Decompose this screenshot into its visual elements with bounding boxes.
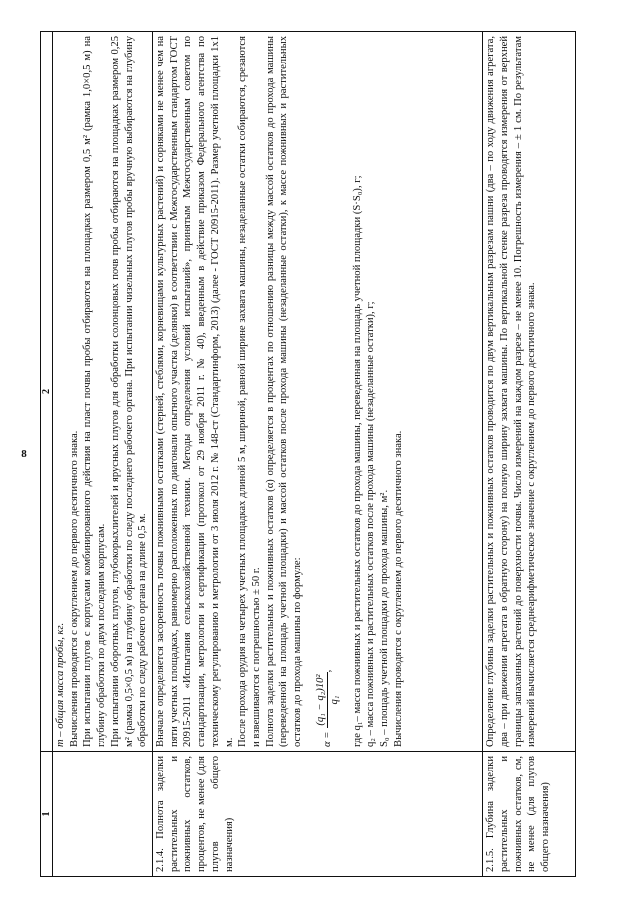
completeness-formula bbox=[309, 36, 347, 747]
row-label bbox=[53, 752, 153, 877]
row-description bbox=[53, 32, 153, 752]
row-description bbox=[483, 32, 576, 752]
row-label: 2.1.5. Глубина заделки растительных и пожнивных остатков, см, не менее (для плугов общего назначения) bbox=[483, 752, 576, 877]
paragraph: S₀ – площадь учетной площадки до прохода машины, м². bbox=[379, 489, 391, 747]
formula-numerator: (q₁ − q₂)10² bbox=[314, 672, 329, 727]
rotated-page bbox=[40, 31, 576, 877]
formula-denominator: q₁ bbox=[329, 695, 341, 705]
paragraph: q₂ – масса пожнивных и растительных остатков после прохода машины (незаделанные остатки), г; bbox=[365, 301, 377, 747]
header-col-2: 2 bbox=[41, 32, 53, 752]
paragraph: Вычисления проводятся с округлением до первого десятичного знака. bbox=[68, 430, 80, 747]
page-number: 8 bbox=[21, 448, 27, 460]
formula-tail: , bbox=[321, 669, 333, 673]
formula-lhs: α = bbox=[321, 731, 333, 747]
methods-table bbox=[40, 31, 576, 877]
paragraph: При испытании плугов с корпусами комбинированного действия на пласт почвы пробы отбираются на площадках размером 0,5 м² (рамка 1,0×0,5 м) на глубину обработки по двум последним корпусам. bbox=[82, 36, 108, 747]
paragraph: где q₁– масса пожнивных и растительных остатков до прохода машины, переведенная на площадь учетной площадки (S·S₀), г; bbox=[351, 175, 363, 747]
paragraph: Полнота заделки растительных и пожнивных остатков (α) определяется в процентах по отношению разницы между массой остатков до прохода машины (переведенной на площадь учетной площадки) и массой остатков после прохода машины (незаделанные остатки), к массе пожнивных и растительных остатков до прохода машины по формуле: bbox=[264, 36, 304, 747]
table-row bbox=[53, 32, 153, 877]
paragraph: При испытании оборотных плугов, глубокорыхлителей и ярусных плугов для обработки солонцовых почв пробы отбираются на площадках размером 0,25 м² (рамка 0,5×0,5 м) на глубину обработки по следу последнего рабочего органа. При испытании чизельных плугов пробы вручную выбираются на глубину обработки по следу рабочего органа на длине 0,5 м. bbox=[109, 36, 149, 747]
paragraph: После прохода орудия на четырех учетных площадках длиной 5 м, шириной, равной ширине захвата машины, незаделанные остатки собираются, срезаются и взвешиваются с погрешностью ± 50 г. bbox=[237, 36, 262, 747]
header-row bbox=[41, 32, 53, 877]
paragraph: Определение глубины заделки растительных и пожнивных остатков проводится по двум вертикальным разрезам пашни (два – по ходу движения агрегата, два – при движении агрегата в обратную сторону) на полную ширину захвата машины. По вертикальной стенке разреза проводятся измерения от верхней границы запаханных растений до поверхности почвы. Число измерений на каждом разрезе – не менее 10. Погрешность измерения – ± 1 см. По результатам измерений вычисляется среднеарифметическое значение с округлением до первого десятичного знака. bbox=[485, 36, 538, 747]
paragraph: Вначале определяется засоренность почвы пожнивными остатками (стерней, стеблями, корневищами культурных растений) и сорняками не менее чем на пяти учетных площадках, равномерно расположенных по диагонали опытного участка (делянки) в соответствии с Межгосударственным стандартом ГОСТ 20915-2011 «Испытания сельскохозяйственной техники. Методы определения условий испытаний», принятым Межгосударственным советом по стандартизации, метрологии и сертификации (протокол от 29 ноября 2011 г. № 40), введенным в действие приказом Федерального агентства по техническому регулированию и метрологии от 3 июля 2012 г. № 148-ст (Стандартинформ, 2013) (далее - ГОСТ 20915-2011). Размер учетной площадки 1x1 м. bbox=[155, 36, 235, 747]
row-description bbox=[153, 32, 483, 752]
paragraph: m – общая масса пробы, кг. bbox=[55, 622, 66, 747]
paragraph: Вычисления проводятся с округлением до первого десятичного знака. bbox=[392, 430, 404, 747]
table-row bbox=[483, 32, 576, 877]
header-col-1: 1 bbox=[41, 752, 53, 877]
formula-fraction bbox=[314, 669, 342, 727]
table-row bbox=[153, 32, 483, 877]
row-label: 2.1.4. Полнота заделки растительных и пожнивных остатков, процентов, не менее (для плугов общего назначения) bbox=[153, 752, 483, 877]
